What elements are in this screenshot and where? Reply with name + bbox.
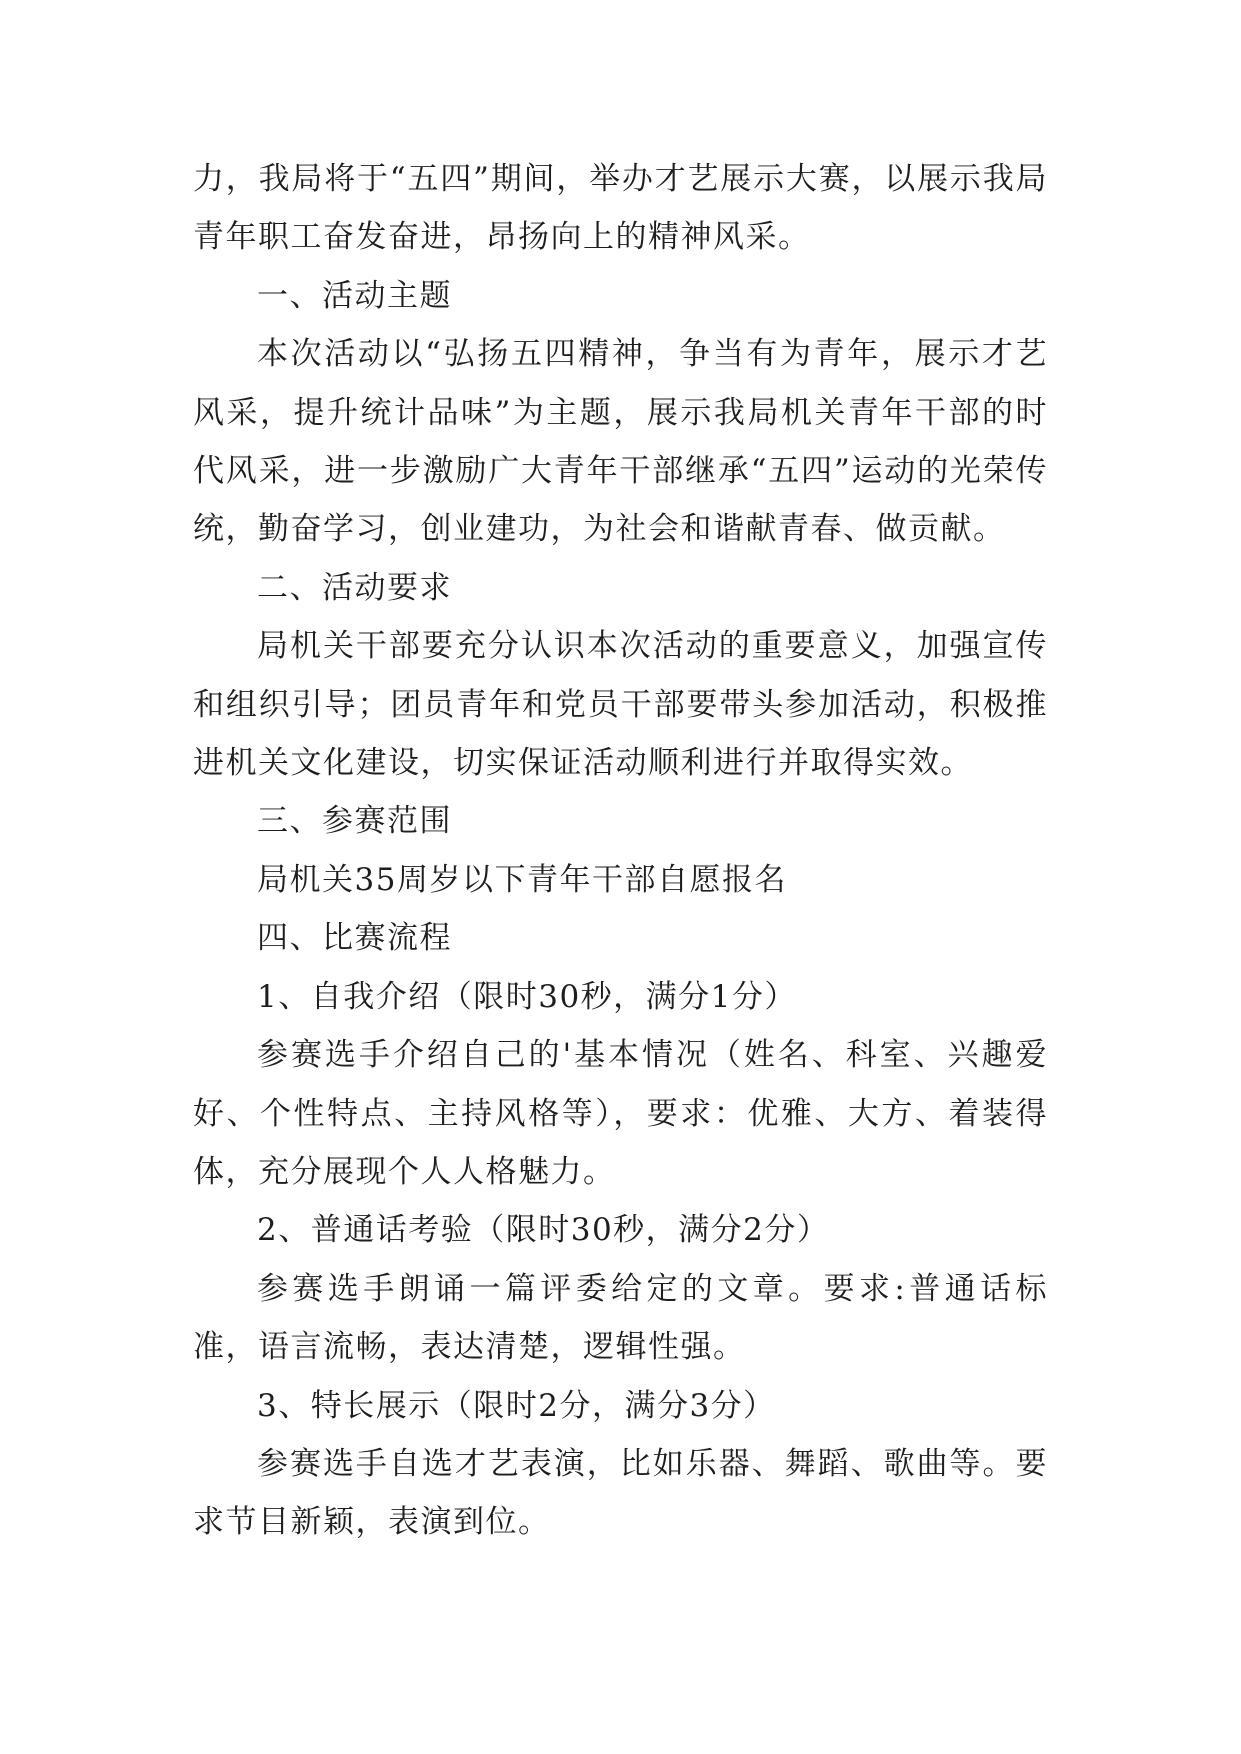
section-heading-activity-requirements: 二、活动要求 [257,569,452,606]
section-heading-participation-scope: 三、参赛范围 [257,803,452,840]
section-heading-competition-process: 四、比赛流程 [257,920,452,957]
paragraph-self-introduction: 参赛选手介绍自己的'基本情况（姓名、科室、兴趣爱好、个性特点、主持风格等），要求：优雅、大方、着装得体，充分展现个人人格魅力。 [193,1037,1048,1190]
document-body [193,150,1048,1552]
paragraph-mandarin-test: 参赛选手朗诵一篇评委给定的文章。要求:普通话标准，语言流畅，表达清楚，逻辑性强。 [193,1270,1048,1366]
paragraph-talent-show: 参赛选手自选才艺表演，比如乐器、舞蹈、歌曲等。要求节目新颖，表演到位。 [193,1445,1048,1541]
subheading-self-introduction: 1、自我介绍（限时30秒，满分1分） [257,978,797,1015]
subheading-mandarin-test: 2、普通话考验（限时30秒，满分2分） [257,1212,830,1249]
paragraph-activity-requirements: 局机关干部要充分认识本次活动的重要意义，加强宣传和组织引导；团员青年和党员干部要带头参加活动，积极推进机关文化建设，切实保证活动顺利进行并取得实效。 [193,628,1048,782]
paragraph-participation-scope: 局机关35周岁以下青年干部自愿报名 [257,861,787,898]
paragraph-activity-theme: 本次活动以“弘扬五四精神，争当有为青年，展示才艺风采，提升统计品味”为主题，展示我局机关青年干部的时代风采，进一步激励广大青年干部继承“五四”运动的光荣传统，勤奋学习，创业建功，为社会和谐献青春、做贡献。 [193,336,1048,548]
subheading-talent-show: 3、特长展示（限时2分，满分3分） [257,1387,776,1424]
paragraph-intro-continuation: 力，我局将于“五四”期间，举办才艺展示大赛，以展示我局青年职工奋发奋进，昂扬向上的精神风采。 [193,161,1048,256]
section-heading-activity-theme: 一、活动主题 [257,277,452,314]
